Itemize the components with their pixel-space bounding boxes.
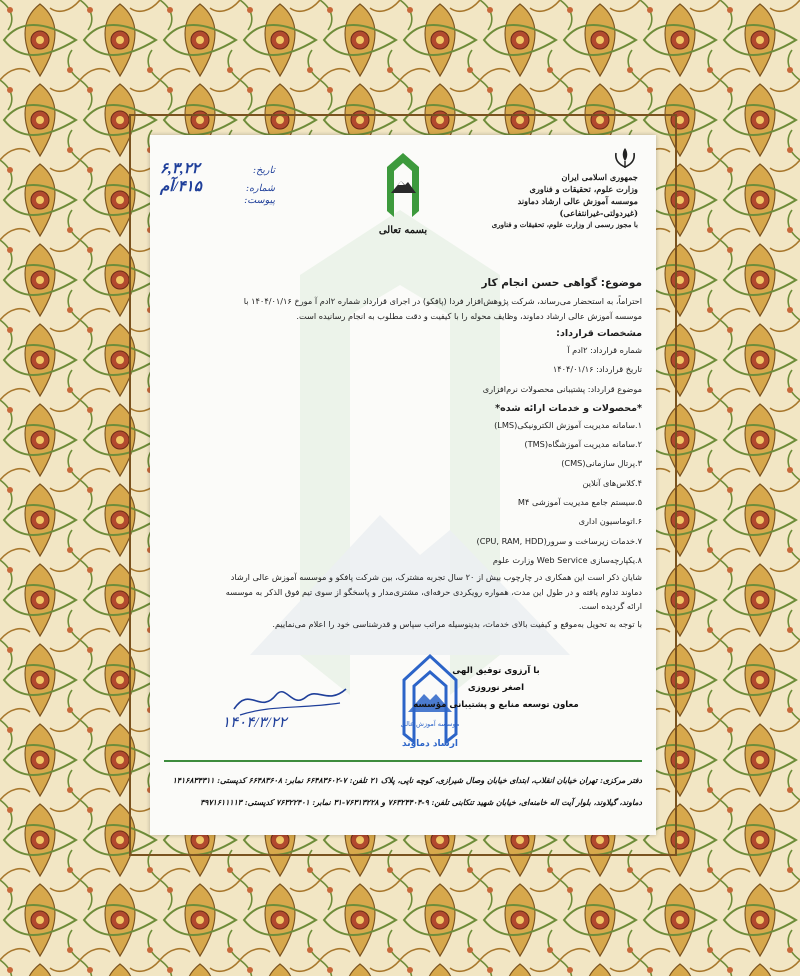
org-line-1: جمهوری اسلامی ایران bbox=[561, 172, 638, 182]
certificate-paper bbox=[150, 135, 656, 835]
list-item: ۲.سامانه مدیریت آموزشگاه(TMS) bbox=[524, 439, 642, 450]
institute-logo-icon bbox=[379, 149, 427, 219]
closing-line-1: شایان ذکر است این همکاری در چارچوب بیش از ۲۰ سال تجربه مشترک، بین شرکت پافکو و موسسه آموزش عالی ارشاد bbox=[230, 572, 642, 583]
institute-logo bbox=[368, 149, 438, 236]
footer-addresses bbox=[164, 770, 642, 814]
subject-line: موضوع: گواهی حسن انجام کار bbox=[481, 277, 642, 289]
contract-number: شماره قرارداد: ۲ادم آ bbox=[567, 345, 642, 355]
intro-line-2: موسسه آموزش عالی ارشاد دماوند، وظایف محوله را با کیفیت و دقت مطلوب به انجام رسانیده است. bbox=[296, 311, 642, 321]
stamp-text-2: ارشاد دماوند bbox=[402, 739, 458, 749]
signer-name: اصغر نوروزی bbox=[467, 683, 525, 693]
sign-wish: با آرزوی توفیق الهی bbox=[452, 666, 540, 676]
stamp-text-1: موسسه آموزش عالی bbox=[400, 720, 460, 728]
contract-subject: موضوع قرارداد: پشتیبانی محصولات نرم‌افزاری bbox=[482, 383, 642, 394]
org-header bbox=[473, 147, 638, 231]
org-line-2: وزارت علوم، تحقیقات و فناوری bbox=[529, 184, 638, 194]
contract-heading: مشخصات قرارداد: bbox=[556, 328, 642, 339]
signer-title: معاون توسعه منابع و پشتیبانی مؤسسه bbox=[413, 700, 579, 710]
list-item: ۱.سامانه مدیریت آموزش الکترونیکی(LMS) bbox=[494, 419, 642, 430]
footer-line-2: دماوند، گیلاوند، بلوار آیت اله خامنه‌ای، خیابان شهید تنکابنی تلفن: ۹-۷۶۳۲۴۴۰۴ و ۷۶۳۱۳۲۲۸-۳۱ نمابر: ۷۶۳۲۲۴۰۱ کدپستی: ۳۹۷۱۶۱۱۱۱۳ bbox=[200, 798, 642, 807]
list-item: ۵.سیستم جامع مدیریت آموزشی M۴ bbox=[517, 497, 642, 508]
intro-line-1: احتراماً، به استحضار می‌رساند، شرکت پژوهش‌افزار فردا (پافکو) در اجرای قرارداد شماره ۲ادم آ مورخ ۱۴۰۴/۰۱/۱۶ با bbox=[243, 296, 642, 306]
list-item: ۷.خدمات زیرساخت و سرور(CPU, RAM, HDD) bbox=[476, 535, 642, 546]
list-item: ۶.اتوماسیون اداری bbox=[578, 516, 642, 527]
org-line-4: (غیردولتی-غیرانتفاعی) bbox=[559, 208, 638, 218]
org-line-5: با مجوز رسمی از وزارت علوم، تحقیقات و فناوری bbox=[491, 220, 638, 229]
list-item: ۴.کلاس‌های آنلاین bbox=[582, 477, 642, 488]
letter-meta bbox=[160, 159, 275, 213]
handwritten-date: ۱۴۰۴/۳/۲۲ bbox=[222, 715, 287, 731]
products-heading: *محصولات و خدمات ارائه شده* bbox=[495, 402, 642, 414]
attachment-label: پیوست: bbox=[244, 195, 275, 206]
closing-line-3: ارائه گردیده است. bbox=[578, 600, 642, 611]
footer-line-1: دفتر مرکزی: تهران خیابان انقلاب، ابتدای خیابان وصال شیرازی، کوچه ناپی، پلاک ۲۱ تلفن: ۷-۶۶۴۸۳۶۰۲ نمابر: ۶۶۴۸۳۶۰۸ کدپستی: ۱۴۱۶۸۳۴۳۱۱ bbox=[172, 776, 642, 785]
footer-divider bbox=[164, 760, 642, 762]
bismillah-text: بسمه تعالی bbox=[378, 225, 428, 236]
contract-date: تاریخ قرارداد: ۱۴۰۴/۰۱/۱۶ bbox=[552, 364, 642, 375]
list-item: ۸.یکپارچه‌سازی Web Service وزارت علوم bbox=[492, 554, 642, 565]
iran-emblem-icon bbox=[612, 147, 638, 169]
closing-line-4: با توجه به تحویل به‌موقع و کیفیت بالای خدمات، بدینوسیله مراتب سپاس و قدرشناسی خود را اعلام می‌نماییم. bbox=[272, 619, 642, 630]
date-label: تاریخ: bbox=[252, 165, 275, 176]
date-value: ۶,۳,۲۲ bbox=[160, 161, 200, 177]
attachment-row bbox=[160, 195, 275, 213]
number-label: شماره: bbox=[245, 183, 275, 194]
closing-line-2: دماوند تداوم یافته و در طول این مدت، همواره رویکردی حرفه‌ای، مشتری‌مدار و پاسخگو از سوی تیم فوق الذکر به موسسه bbox=[225, 586, 642, 597]
list-item: ۳.پرتال سازمانی(CMS) bbox=[561, 458, 642, 469]
letter-body bbox=[164, 277, 642, 631]
number-value: ۴۱۵/آم bbox=[160, 179, 202, 195]
date-row bbox=[160, 159, 275, 177]
number-row bbox=[160, 177, 275, 195]
org-line-3: موسسه آموزش عالی ارشاد دماوند bbox=[517, 196, 638, 206]
signature-block bbox=[411, 663, 581, 714]
